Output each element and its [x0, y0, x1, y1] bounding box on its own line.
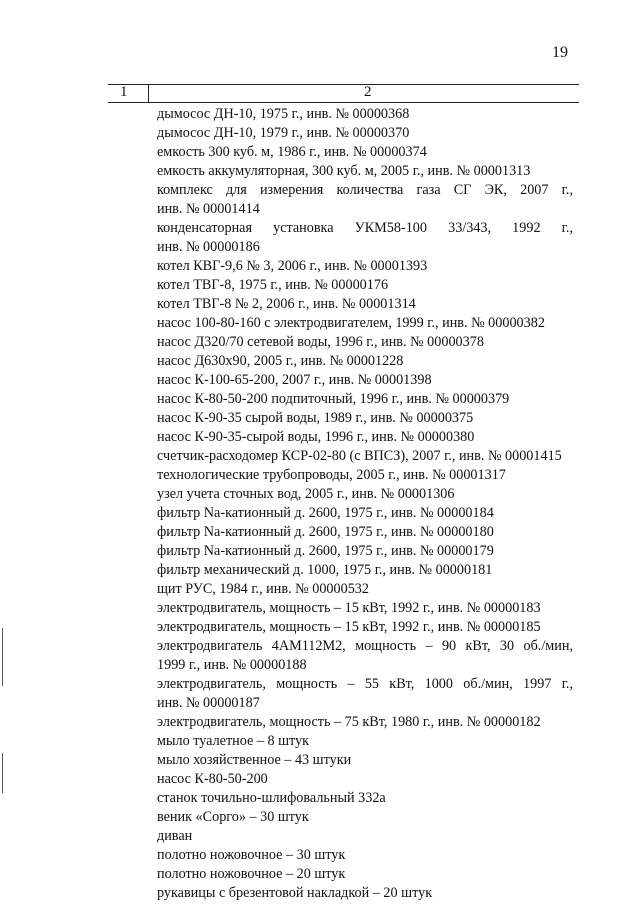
list-item-text: щит РУС, 1984 г., инв. № 00000532: [157, 581, 369, 597]
list-item: [157, 371, 573, 390]
list-item-text: насос К-90-35 сырой воды, 1989 г., инв. № 00000375: [157, 410, 474, 426]
list-item-text: мыло туалетное – 8 штук: [157, 733, 310, 749]
list-item-text: счетчик-расходомер КСР-02-80 (с ВПСЗ), 2007 г., инв. № 00001415: [157, 448, 562, 464]
list-item-text: насос Д630х90, 2005 г., инв. № 00001228: [157, 353, 404, 369]
list-item: [157, 808, 573, 827]
margin-mark: [2, 753, 3, 793]
list-item-text: дымосос ДН-10, 1975 г., инв. № 00000368: [157, 106, 410, 122]
list-item: [157, 181, 573, 219]
list-item: [157, 618, 573, 637]
list-item-text: электродвигатель, мощность – 75 кВт, 1980 г., инв. № 00000182: [157, 714, 541, 730]
list-item: [157, 428, 573, 447]
list-item-text: насос Д320/70 сетевой воды, 1996 г., инв. № 00000378: [157, 334, 484, 350]
list-item: [157, 865, 573, 884]
list-item: [157, 789, 573, 808]
list-item-text: котел КВГ-9,6 № 3, 2006 г., инв. № 00001393: [157, 258, 428, 274]
list-item-text: емкость 300 куб. м, 1986 г., инв. № 00000374: [157, 144, 427, 160]
list-item: [157, 447, 573, 466]
list-item: [157, 162, 573, 181]
list-item: [157, 884, 573, 903]
list-item-text: насос К-80-50-200 подпиточный, 1996 г., инв. № 00000379: [157, 391, 510, 407]
list-item: [157, 675, 573, 713]
list-item-text: электродвигатель 4АМ112М2, мощность – 90 кВт, 30 об./мин,: [157, 638, 573, 654]
list-item: [157, 599, 573, 618]
list-item: [157, 713, 573, 732]
list-item: [157, 827, 573, 846]
list-item: [157, 770, 573, 789]
list-item-text: станок точильно-шлифовальный 332а: [157, 790, 386, 806]
list-item-text: диван: [157, 828, 193, 844]
list-item-text: фильтр Na-катионный д. 2600, 1975 г., инв. № 00000179: [157, 543, 494, 559]
list-item: [157, 732, 573, 751]
list-item-text: котел ТВГ-8, 1975 г., инв. № 00000176: [157, 277, 389, 293]
list-item: [157, 124, 573, 143]
list-item: [157, 143, 573, 162]
list-item-text: электродвигатель, мощность – 15 кВт, 1992 г., инв. № 00000185: [157, 619, 541, 635]
list-item-text: фильтр механический д. 1000, 1975 г., инв. № 00000181: [157, 562, 493, 578]
list-item: [157, 466, 573, 485]
list-item-continuation: инв. № 00000186: [157, 239, 260, 255]
list-item: [157, 846, 573, 865]
list-item-continuation: инв. № 00000187: [157, 695, 260, 711]
list-item: [157, 352, 573, 371]
list-item-continuation: 1999 г., инв. № 00000188: [157, 657, 307, 673]
list-item-text: электродвигатель, мощность – 55 кВт, 1000 об./мин, 1997 г.,: [157, 676, 573, 692]
list-item: [157, 219, 573, 257]
list-item: [157, 561, 573, 580]
list-item: [157, 523, 573, 542]
list-item: [157, 409, 573, 428]
list-item-text: котел ТВГ-8 № 2, 2006 г., инв. № 00001314: [157, 296, 416, 312]
list-item: [157, 542, 573, 561]
list-item: [157, 314, 573, 333]
list-item: [157, 276, 573, 295]
list-item-text: насос К-100-65-200, 2007 г., инв. № 00001398: [157, 372, 432, 388]
list-item: [157, 390, 573, 409]
list-item-text: насос К-80-50-200: [157, 771, 268, 787]
list-item-text: дымосос ДН-10, 1979 г., инв. № 00000370: [157, 125, 410, 141]
list-item-text: веник «Сорго» – 30 штук: [157, 809, 309, 825]
list-item-text: электродвигатель, мощность – 15 кВт, 1992 г., инв. № 00000183: [157, 600, 541, 616]
list-item: [157, 333, 573, 352]
list-item-text: технологические трубопроводы, 2005 г., инв. № 00001317: [157, 467, 506, 483]
list-item-continuation: инв. № 00001414: [157, 201, 260, 217]
list-item: [157, 580, 573, 599]
list-item: [157, 295, 573, 314]
table-header: [108, 84, 579, 103]
list-item-text: мыло хозяйственное – 43 штуки: [157, 752, 352, 768]
list-item: [157, 257, 573, 276]
inventory-list: [157, 105, 573, 903]
list-item-text: узел учета сточных вод, 2005 г., инв. № 00001306: [157, 486, 455, 502]
page-number: 19: [552, 44, 568, 61]
list-item-text: полотно ножовочное – 20 штук: [157, 866, 346, 882]
list-item-text: рукавицы с брезентовой накладкой – 20 штук: [157, 885, 433, 901]
list-item-text: фильтр Na-катионный д. 2600, 1975 г., инв. № 00000180: [157, 524, 494, 540]
column-2-header: 2: [364, 84, 372, 100]
list-item: [157, 751, 573, 770]
list-item-text: полотно ножовочное – 30 штук: [157, 847, 346, 863]
list-item: [157, 105, 573, 124]
list-item: [157, 504, 573, 523]
list-item-text: фильтр Na-катионный д. 2600, 1975 г., инв. № 00000184: [157, 505, 494, 521]
list-item-text: конденсаторная установка УКМ58-100 33/343, 1992 г.,: [157, 220, 573, 236]
list-item: [157, 485, 573, 504]
list-item-text: емкость аккумуляторная, 300 куб. м, 2005 г., инв. № 00001313: [157, 163, 531, 179]
list-item-text: насос 100-80-160 с электродвигателем, 1999 г., инв. № 00000382: [157, 315, 545, 331]
margin-mark: [2, 628, 3, 686]
column-1-header: 1: [120, 84, 128, 100]
list-item-text: комплекс для измерения количества газа СГ ЭК, 2007 г.,: [157, 182, 573, 198]
list-item-text: насос К-90-35-сырой воды, 1996 г., инв. № 00000380: [157, 429, 475, 445]
list-item: [157, 637, 573, 675]
column-divider: [148, 85, 149, 102]
